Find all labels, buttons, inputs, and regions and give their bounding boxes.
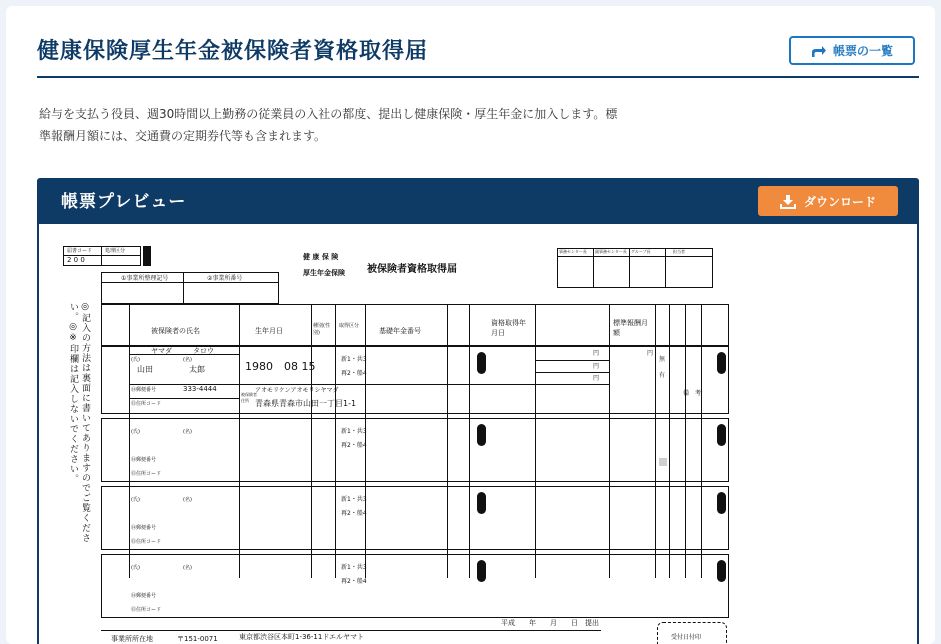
row1-kubun2: 再2・船4 <box>341 370 367 377</box>
entry-row-3 <box>101 486 729 550</box>
header-gender: 種別(性別) <box>313 323 330 336</box>
download-label: ダウンロード <box>803 194 876 209</box>
code-value: 2 0 0 <box>67 256 85 264</box>
row1-mu: 無 <box>659 356 666 363</box>
row1-kana: ヤマダ タロウ <box>151 347 214 355</box>
row1-jusho-label: ⑮住所コード <box>131 401 162 407</box>
row2-gray-mark <box>659 458 667 466</box>
row2-kubun1: 新1・共3 <box>341 428 367 435</box>
row4-jusho-label: ⑮住所コード <box>131 607 162 613</box>
header-name: 被保険者の氏名 <box>151 327 200 335</box>
page-description: 給与を支払う役員、週30時間以上勤務の従業員の入社の都度、提出し健康保険・厚生年金に加入します。標準報酬月額には、交通費の定期券代等も含まれます。 <box>39 107 618 143</box>
row4-kubun2: 再2・船4 <box>341 578 367 585</box>
row2-yubin-label: ⑭郵便番号 <box>131 457 157 463</box>
header-pension: 基礎年金番号 <box>379 327 421 335</box>
approval-c2: 副事務センター長 <box>595 249 627 254</box>
side-note: ◎記入の方法は裏面に書いてありますのでご覧ください。◎※印欄は記入しないでください。 <box>68 302 90 543</box>
form-document <box>63 242 753 644</box>
form-list-button[interactable] <box>789 36 915 65</box>
share-arrow-icon <box>811 44 827 58</box>
footer-date: 平成 年 月 日 提出 <box>501 619 599 627</box>
download-icon <box>780 194 796 209</box>
entry-row-4 <box>101 554 729 618</box>
form-title-kosei: 厚生年金保険 <box>303 269 345 277</box>
entry-row-1 <box>101 346 729 414</box>
row1-mei-label: (名) <box>183 357 192 363</box>
row3-kubun1: 新1・共3 <box>341 496 367 503</box>
form-list-label: 帳票の一覧 <box>832 44 893 58</box>
office-id-label: ②事業所番号 <box>207 275 243 282</box>
row1-address: 青森県青森市山田一丁目1-1 <box>255 399 357 408</box>
form-preview <box>39 224 917 644</box>
row1-birth: 1980 08 15 <box>245 360 316 373</box>
approval-c1: 事務センター長 <box>559 249 587 254</box>
page-title: 健康保険厚生年金被保険者資格取得届 <box>37 39 429 64</box>
row2-kubun2: 再2・船4 <box>341 442 367 449</box>
code-label: 届書コード <box>67 248 93 254</box>
row3-shi-label: (氏) <box>131 497 140 503</box>
header-birth: 生年月日 <box>255 327 283 335</box>
receipt-stamp-label: 受付日付印 <box>671 634 702 641</box>
row1-yubin-label: ⑭郵便番号 <box>131 387 157 393</box>
row4-mei-label: (名) <box>183 565 192 571</box>
row3-jusho-label: ⑮住所コード <box>131 539 162 545</box>
row2-mei-label: (名) <box>183 429 192 435</box>
form-title-kenko: 健 康 保 険 <box>303 253 339 261</box>
header-kubun: 取得区分 <box>339 323 360 329</box>
approval-c3: グループ長 <box>631 249 651 254</box>
form-title-main: 被保険者資格取得届 <box>367 264 457 275</box>
row4-kubun1: 新1・共3 <box>341 564 367 571</box>
row3-kubun2: 再2・船4 <box>341 510 367 517</box>
download-button[interactable] <box>758 186 898 216</box>
preview-title: 帳票プレビュー <box>61 192 187 212</box>
row1-shi-label: (氏) <box>131 357 140 363</box>
row1-hihoken-label: 被保険者住所 <box>241 392 257 403</box>
footer-address: 東京都渋谷区本町1-36-11ドエルヤマト <box>239 633 365 641</box>
row1-address-kana: アオモリケンアオモリシヤマダ <box>255 387 339 394</box>
row1-yen2: 円 <box>593 363 600 370</box>
row2-jusho-label: ⑮住所コード <box>131 471 162 477</box>
row1-mei: 太郎 <box>189 365 205 374</box>
header-acquired: 資格取得年月日 <box>491 319 526 337</box>
row1-sei: 山田 <box>137 365 153 374</box>
row1-note: 備 考 <box>683 390 702 397</box>
row1-yu: 有 <box>659 372 666 379</box>
code-mark <box>143 246 151 266</box>
entry-row-2 <box>101 418 729 482</box>
approval-c4: 担当者 <box>673 249 685 254</box>
row1-kubun1: 新1・共3 <box>341 356 367 363</box>
row4-yubin-label: ⑭郵便番号 <box>131 593 157 599</box>
row2-shi-label: (氏) <box>131 429 140 435</box>
row1-yen1: 円 <box>593 350 600 357</box>
footer-office-label: 事業所所在地 <box>111 635 153 643</box>
row1-yen3: 円 <box>593 375 600 382</box>
office-number-label: ①事業所整理記号 <box>121 275 169 282</box>
shori-label: 処理区分 <box>105 248 126 254</box>
footer-postal: 〒151-0071 <box>177 635 218 643</box>
row4-shi-label: (氏) <box>131 565 140 571</box>
row3-mei-label: (名) <box>183 497 192 503</box>
row1-postal: 333-4444 <box>183 385 217 393</box>
row1-yen4: 円 <box>647 350 654 357</box>
preview-panel <box>37 178 919 644</box>
page-frame <box>6 6 935 644</box>
title-divider <box>37 76 919 78</box>
header-remuneration: 標準報酬月額 <box>613 319 648 337</box>
row3-yubin-label: ⑭郵便番号 <box>131 525 157 531</box>
